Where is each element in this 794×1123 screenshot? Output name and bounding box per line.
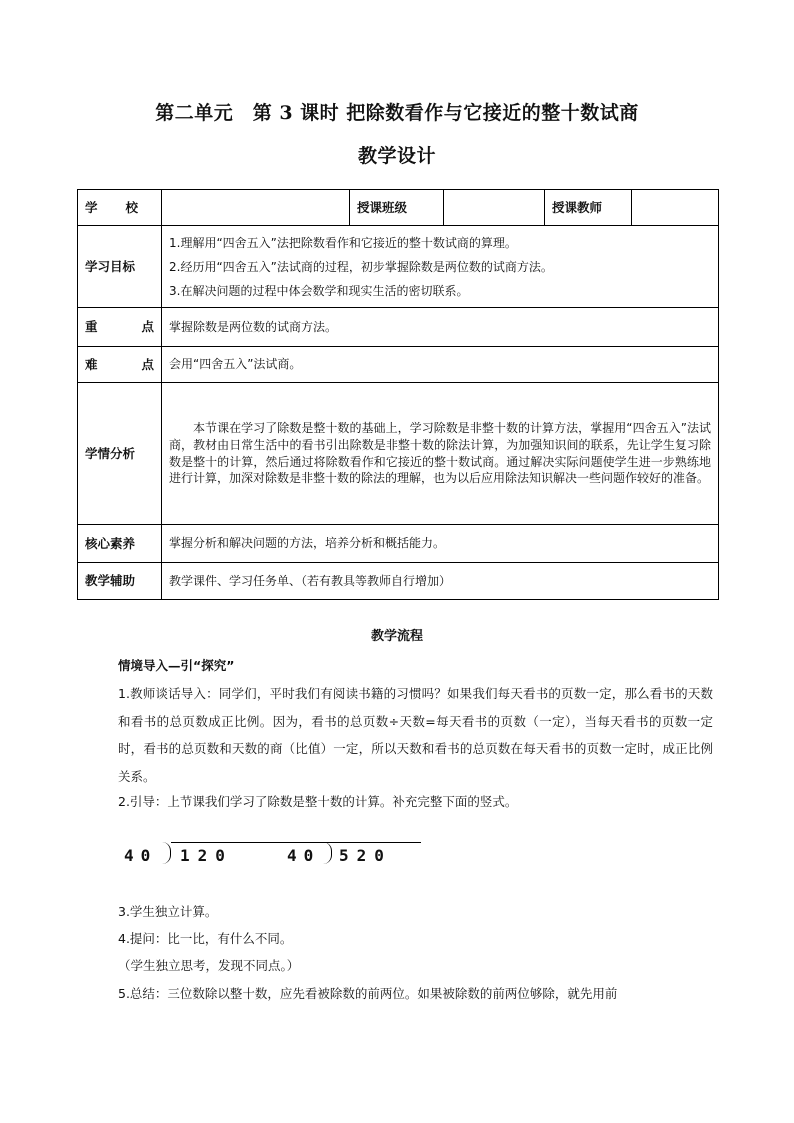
division-bar-2 — [332, 842, 421, 843]
school-label: 学 校 — [78, 190, 162, 226]
table-row-core — [78, 525, 719, 563]
division-bracket-1 — [162, 842, 171, 864]
difficulty-value: 会用“四舍五入”法试商。 — [162, 347, 719, 383]
class-value — [444, 190, 545, 226]
key-point-label: 重 点 — [78, 308, 162, 347]
school-value — [162, 190, 350, 226]
page-subtitle: 教学设计 — [357, 145, 436, 167]
analysis-label: 学情分析 — [78, 383, 162, 525]
dividend-1: 120 — [180, 846, 233, 865]
division-bracket-2 — [323, 842, 332, 864]
goal-item-3: 3.在解决问题的过程中体会数学和现实生活的密切联系。 — [169, 283, 469, 298]
divisor-2: 40 — [287, 846, 321, 865]
class-label: 授课班级 — [350, 190, 444, 226]
dividend-2: 520 — [339, 846, 392, 865]
divisor-1: 40 — [124, 846, 158, 865]
difficulty-label: 难 点 — [78, 347, 162, 383]
aids-label: 教学辅助 — [78, 563, 162, 600]
goal-item-2: 2.经历用“四舍五入”法试商的过程，初步掌握除数是两位数的试商方法。 — [169, 259, 553, 274]
table-row-goals — [78, 226, 719, 308]
teacher-value — [632, 190, 719, 226]
goal-item-1: 1.理解用“四舍五入”法把除数看作和它接近的整十数试商的算理。 — [169, 235, 517, 250]
table-row-difficulty — [78, 347, 719, 383]
process-title: 教学流程 — [370, 629, 423, 644]
analysis-value: 本节课在学习了除数是整十数的基础上，学习除数是非整十数的计算方法，掌握用“四舍五入”法试商，教材由日常生活中的看书引出除数是非整十数的除法计算，为加强知识间的联系，先让学生复习除数是整十的计算，然后通过将除数看作和它接近的整十数试商。通过解决实际问题使学生进一步熟练地进行计算，加深对除数是非整十数的除法的理解，也为以后应用除法知识解决一些问题作较好的准备。 — [162, 383, 719, 525]
table-row-aids — [78, 563, 719, 600]
teacher-label: 授课教师 — [545, 190, 632, 226]
table-row-key-point — [78, 308, 719, 347]
goals-label: 学习目标 — [78, 226, 162, 308]
key-point-value: 掌握除数是两位数的试商方法。 — [162, 308, 719, 347]
paragraph-3: 3.学生独立计算。 — [118, 904, 218, 919]
long-division-2 — [287, 838, 427, 868]
page-title: 第二单元 第 3 课时 把除数看作与它接近的整十数试商 — [155, 102, 639, 124]
paragraph-4b: （学生独立思考，发现不同点。） — [118, 958, 300, 973]
core-label: 核心素养 — [78, 525, 162, 563]
aids-value: 教学课件、学习任务单、（若有教具等教师自行增加） — [162, 563, 719, 600]
paragraph-2: 2.引导：上节课我们学习了除数是整十数的计算。补充完整下面的竖式。 — [118, 794, 518, 809]
paragraph-4: 4.提问：比一比，有什么不同。 — [118, 931, 293, 946]
table-row-school — [78, 190, 719, 226]
lesson-info-table — [77, 189, 719, 600]
long-division-1 — [124, 838, 264, 868]
goals-cell — [162, 226, 719, 308]
paragraph-5: 5.总结：三位数除以整十数，应先看被除数的前两位。如果被除数的前两位够除，就先用前 — [118, 986, 618, 1001]
core-value: 掌握分析和解决问题的方法，培养分析和概括能力。 — [162, 525, 719, 563]
paragraph-1: 1.教师谈话导入：同学们，平时我们有阅读书籍的习惯吗？如果我们每天看书的页数一定，那么看书的天数和看书的总页数成正比例。因为，看书的总页数÷天数=每天看书的页数（一定），当每天看书的页数一定时，看书的总页数和天数的商（比值）一定，所以天数和看书的总页数在每天看书的页数一定时，成正比例关系。 — [118, 686, 713, 784]
table-row-analysis — [78, 383, 719, 525]
intro-heading: 情境导入—引“探究” — [118, 658, 235, 673]
